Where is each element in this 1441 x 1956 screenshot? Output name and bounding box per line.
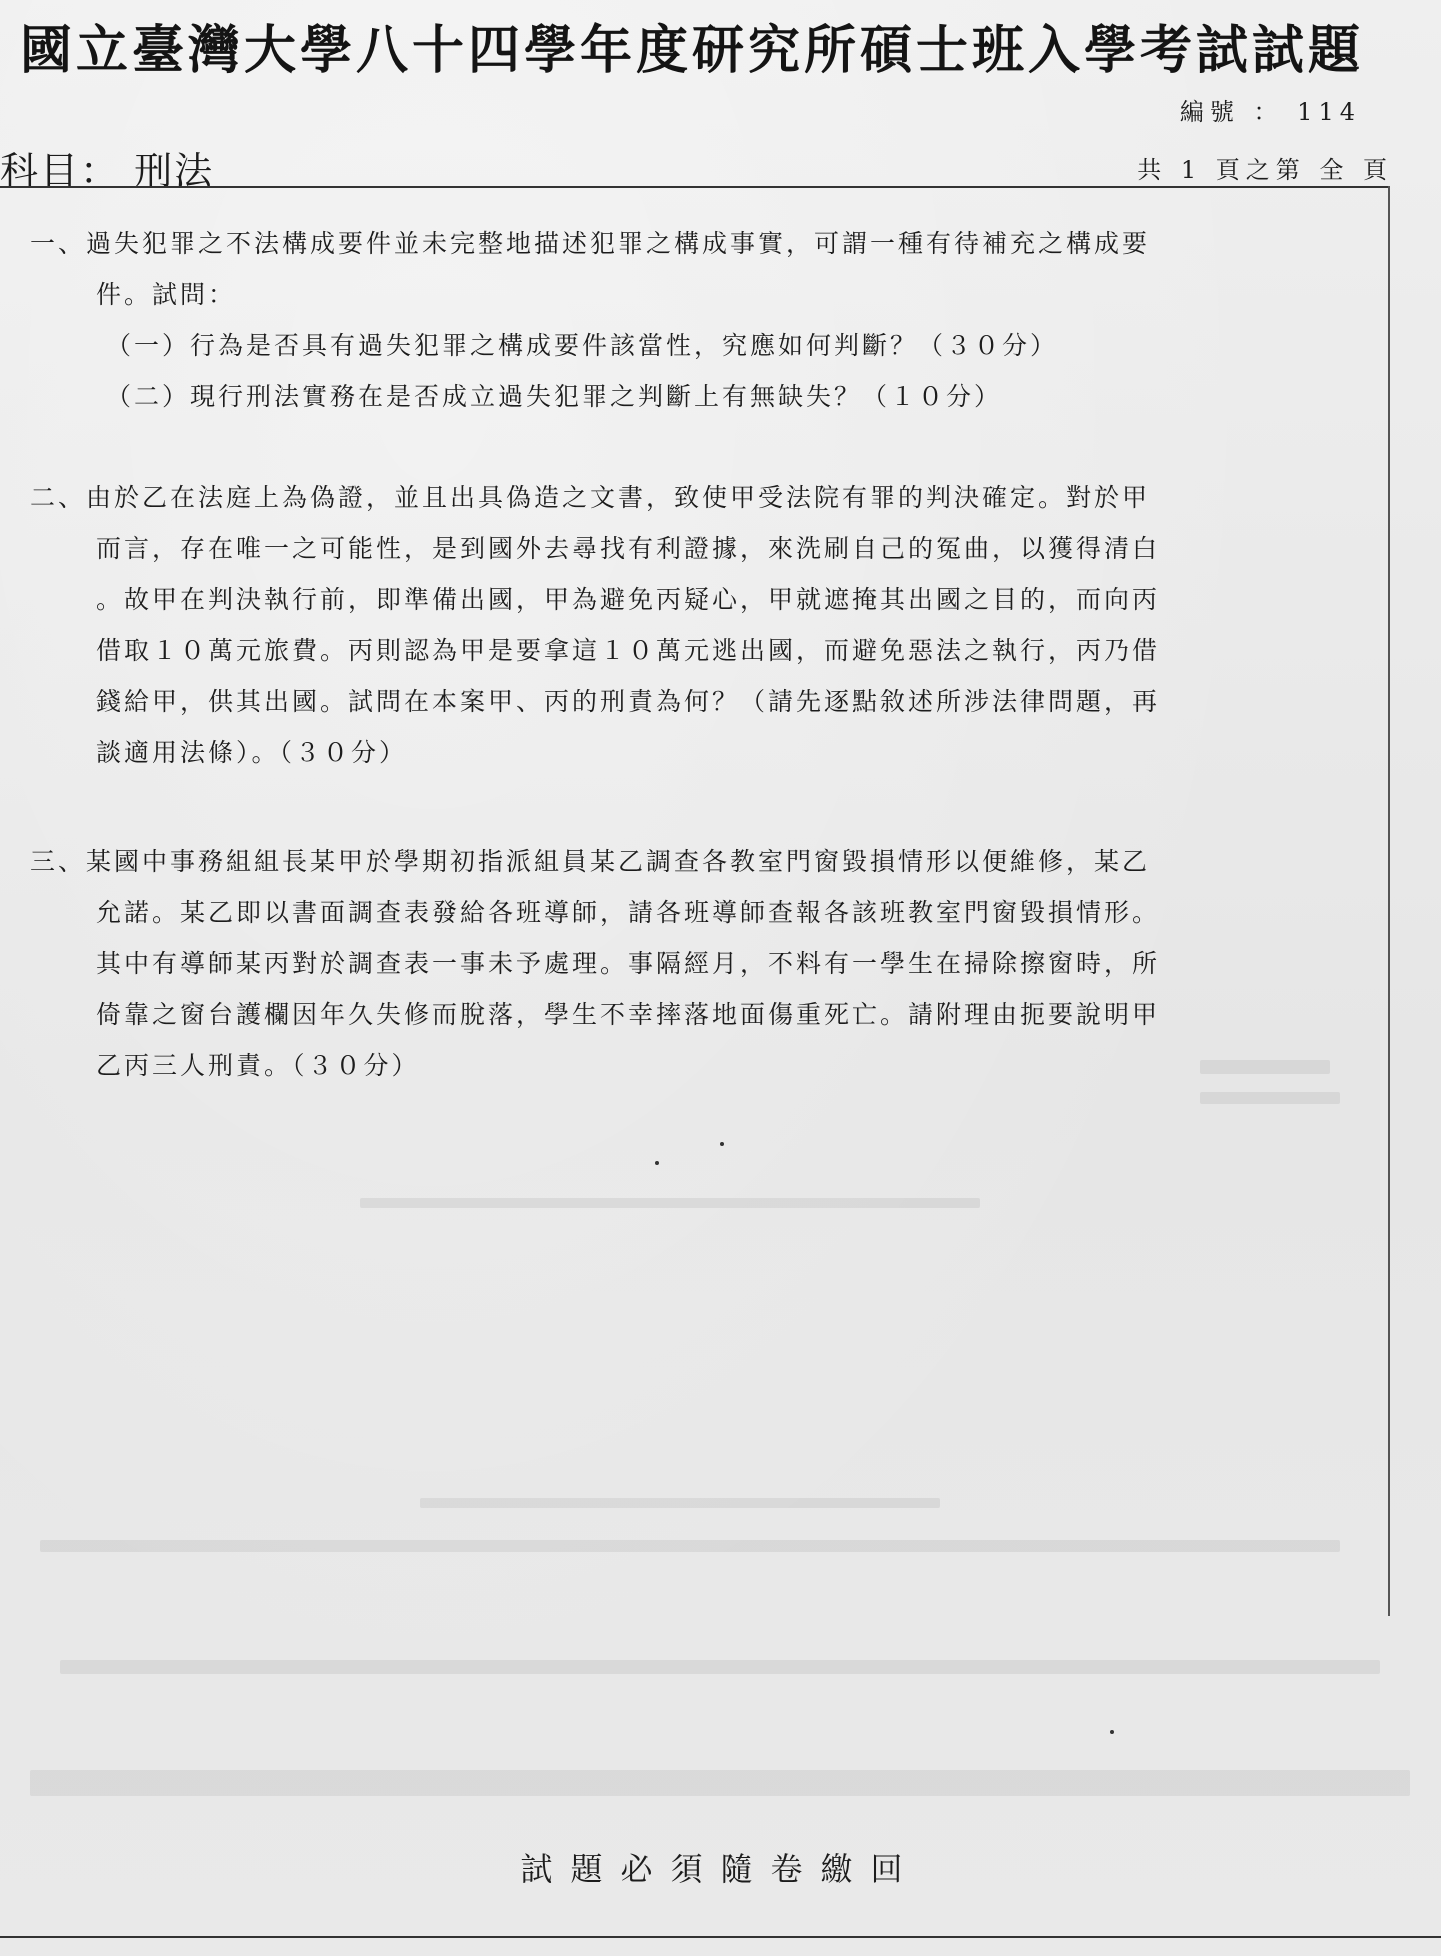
ink-speck [1110,1730,1114,1734]
subject-label: 科目： 刑法 [0,149,215,193]
bleed-through-mark [360,1198,980,1208]
bleed-through-mark [420,1498,940,1508]
bleed-through-mark [30,1770,1410,1796]
question-line: 允諾。某乙即以書面調查表發給各班導師，請各班導師查報各該班教室門窗毀損情形。 [96,898,1161,927]
question-1 [30,218,1380,422]
question-line: 。故甲在判決執行前，即準備出國，甲為避免丙疑心，甲就遮掩其出國之目的，而向丙 [96,585,1161,614]
question-line: 倚靠之窗台護欄因年久失修而脫落，學生不幸摔落地面傷重死亡。請附理由扼要說明甲 [96,1000,1161,1029]
footer-divider [0,1936,1441,1938]
return-notice: 試題必須隨卷繳回 [520,1850,921,1888]
ink-speck [655,1161,659,1165]
question-line: 二、由於乙在法庭上為偽證，並且出具偽造之文書，致使甲受法院有罪的判決確定。對於甲 [30,483,1151,512]
page-info: 共 1 頁之第 全 頁 [1137,156,1393,184]
exam-title: 國立臺灣大學八十四學年度研究所碩士班入學考試試題 [20,20,1365,81]
question-line: 借取１０萬元旅費。丙則認為甲是要拿這１０萬元逃出國，而避免惡法之執行，丙乃借 [96,636,1161,665]
sub-question: （一）行為是否具有過失犯罪之構成要件該當性，究應如何判斷？（３０分） [106,331,1059,360]
question-3 [30,836,1380,1091]
question-line: 一、過失犯罪之不法構成要件並未完整地描述犯罪之構成事實，可謂一種有待補充之構成要 [30,229,1151,258]
question-line: 件。試問： [96,280,237,309]
sub-question: （二）現行刑法實務在是否成立過失犯罪之判斷上有無缺失？（１０分） [106,382,1003,411]
bleed-through-mark [1200,1092,1340,1104]
question-line: 而言，存在唯一之可能性，是到國外去尋找有利證據，來洗刷自己的冤曲，以獲得清白 [96,534,1161,563]
bleed-through-mark [60,1660,1380,1674]
question-line: 談適用法條）。（３０分） [96,738,408,767]
question-2 [30,472,1380,778]
question-line: 三、某國中事務組組長某甲於學期初指派組員某乙調查各教室門窗毀損情形以便維修，某乙 [30,847,1151,876]
question-line: 錢給甲，供其出國。試問在本案甲、丙的刑責為何？（請先逐點敘述所涉法律問題，再 [96,687,1161,716]
ink-speck [720,1142,724,1146]
question-line: 其中有導師某丙對於調查表一事未予處理。事隔經月，不料有一學生在掃除擦窗時，所 [96,949,1161,978]
question-line: 乙丙三人刑責。（３０分） [96,1051,420,1080]
right-border [1388,186,1390,1616]
header-divider [0,186,1390,188]
bleed-through-mark [40,1540,1340,1552]
serial-number: 編號 ： 114 [1179,98,1361,126]
